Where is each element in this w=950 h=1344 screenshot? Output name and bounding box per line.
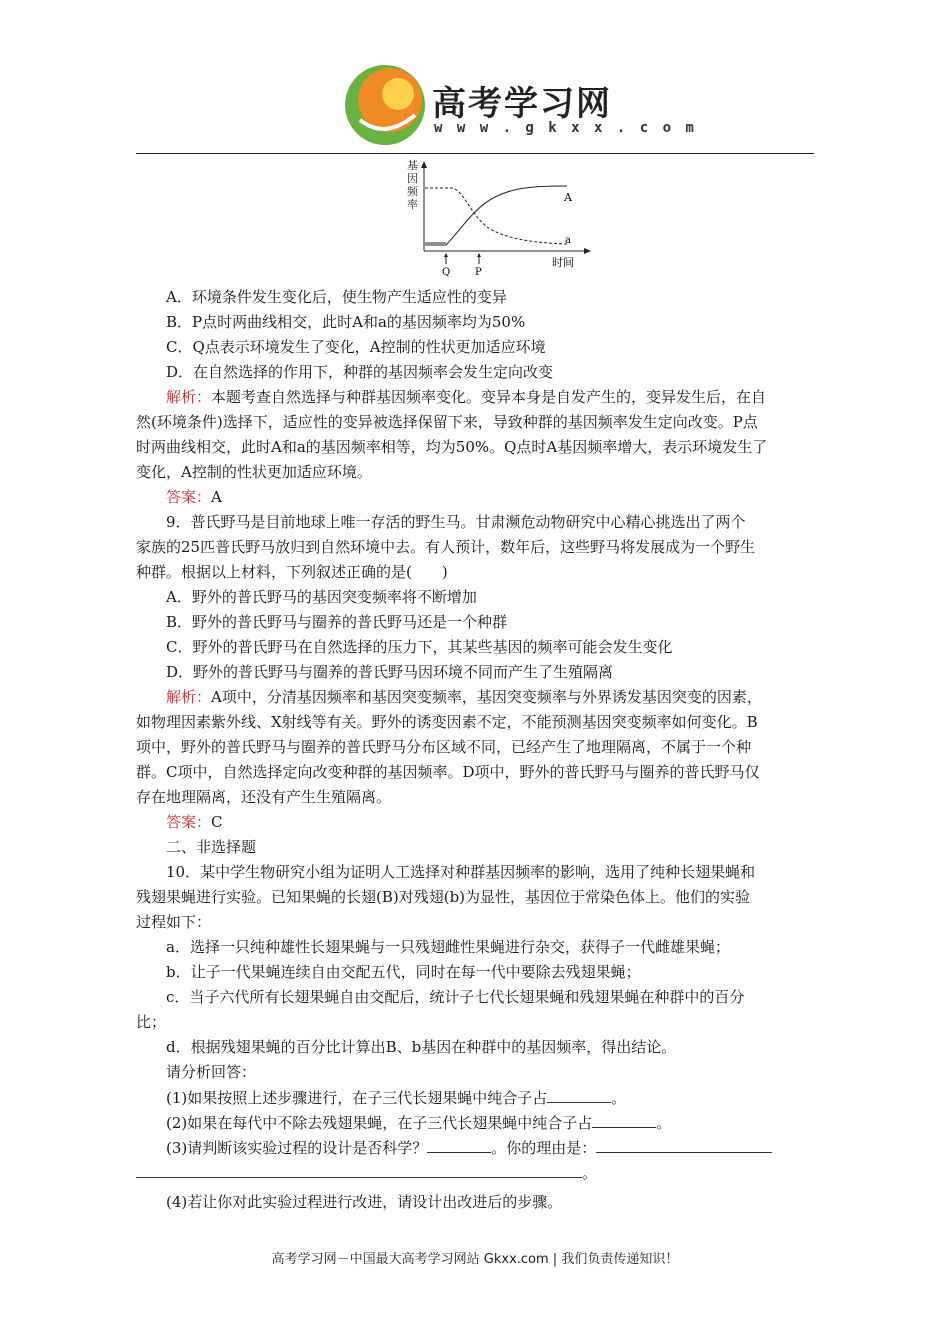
curve-A bbox=[425, 186, 567, 245]
q9-stem-line: 9．普氏野马是目前地球上唯一存活的野生马。甘肃濒危动物研究中心精心挑选出了两个 bbox=[166, 513, 746, 531]
q10-sub2: (2)如果在每代中不除去残翅果蝇，在子三代长翅果蝇中纯合子占 。 bbox=[166, 1114, 672, 1132]
marker-P: P bbox=[475, 267, 482, 278]
q8-option-d: D．在自然选择的作用下，种群的基因频率会发生定向改变 bbox=[166, 363, 554, 381]
curve-a-label: a bbox=[565, 235, 571, 246]
curve-A-label: A bbox=[564, 191, 572, 204]
figure-ylabel bbox=[407, 158, 419, 211]
page-footer: 高考学习网－中国最大高考学习网站 Gkxx.com | 我们负责传递知识！ bbox=[271, 1252, 679, 1267]
answer-blank[interactable] bbox=[136, 1162, 582, 1178]
q10-sub1: (1)如果按照上述步骤进行，在子三代长翅果蝇中纯合子占 。 bbox=[166, 1089, 627, 1107]
q9-stem-line: 种群。根据以上材料，下列叙述正确的是( ) bbox=[136, 563, 448, 581]
analysis-label: 解析： bbox=[166, 388, 212, 406]
q10-stem-line: 10．某中学生物研究小组为证明人工选择对种群基因频率的影响，选用了纯种长翅果蝇和 bbox=[166, 863, 756, 881]
q10-step-b: b．让子一代果蝇连续自由交配五代，同时在每一代中要除去残翅果蝇； bbox=[166, 963, 641, 981]
q9-analysis-line: 项中，野外的普氏野马与圈养的普氏野马分布区域不同，已经产生了地理隔离，不属于一个种 bbox=[136, 738, 752, 756]
ylabel-char: 率 bbox=[407, 198, 418, 211]
answer-label: 答案： bbox=[166, 488, 212, 506]
q10-step-c-cont: 比； bbox=[136, 1013, 167, 1031]
q9-analysis-line: 存在地理隔离，还没有产生生殖隔离。 bbox=[136, 788, 392, 806]
y-axis-arrow bbox=[421, 161, 427, 168]
q8-analysis-line: 解析：本题考查自然选择与种群基因频率变化。变异本身是自发产生的，变异发生后，在自 bbox=[166, 388, 767, 406]
q9-analysis-line: 如物理因素紫外线、X射线等有关。野外的诱变因素不定，不能预测基因突变频率如何变化。B bbox=[136, 713, 758, 731]
q8-analysis-line: 变化，A控制的性状更加适应环境。 bbox=[136, 463, 372, 481]
q8-option-b: B．P点时两曲线相交，此时A和a的基因频率均为50% bbox=[166, 313, 526, 331]
logo-title: 高考学习网 bbox=[432, 84, 612, 124]
q8-option-a: A．环境条件发生变化后，使生物产生适应性的变异 bbox=[166, 288, 507, 306]
marker-Q: Q bbox=[442, 267, 451, 278]
section-title: 二、非选择题 bbox=[166, 838, 257, 856]
q10-sub3: (3)请判断该实验过程的设计是否科学？ 。你的理由是： bbox=[166, 1137, 772, 1158]
q9-analysis-line: 解析：A项中，分清基因频率和基因突变频率，基因突变频率与外界诱发基因突变的因素， bbox=[166, 688, 762, 706]
q8-analysis-line: 时两曲线相交，此时A和a的基因频率相等，均为50%。Q点时A基因频率增大，表示环境发生了 bbox=[136, 438, 768, 456]
ylabel-char: 频 bbox=[407, 185, 418, 198]
header-divider bbox=[136, 153, 814, 154]
q9-answer: 答案：C bbox=[166, 813, 223, 831]
q8-option-c: C．Q点表示环境发生了变化，A控制的性状更加适应环境 bbox=[166, 338, 546, 356]
ylabel-char: 基 bbox=[407, 159, 418, 172]
q9-option-c: C．野外的普氏野马在自然选择的压力下，其某些基因的频率可能会发生变化 bbox=[166, 638, 673, 656]
q10-sub4: (4)若让你对此实验过程进行改进，请设计出改进后的步骤。 bbox=[166, 1193, 563, 1211]
ylabel-char: 因 bbox=[407, 172, 418, 185]
page-header bbox=[0, 0, 950, 160]
q10-step-d: d．根据残翅果蝇的百分比计算出B、b基因在种群中的基因频率，得出结论。 bbox=[166, 1038, 677, 1056]
logo-url: w w w . g k x x . c o m bbox=[434, 120, 697, 136]
answer-blank[interactable] bbox=[547, 1087, 611, 1103]
q9-analysis-line: 群。C项中，自然选择定向改变种群的基因频率。D项中，野外的普氏野马与圈养的普氏野马仅 bbox=[136, 763, 760, 781]
x-axis-arrow bbox=[584, 248, 591, 254]
gene-frequency-figure bbox=[395, 155, 595, 280]
q10-step-a: a．选择一只纯种雄性长翅果蝇与一只残翅雌性果蝇进行杂交，获得子一代雌雄果蝇； bbox=[166, 938, 730, 956]
q8-analysis-line: 然(环境条件)选择下，适应性的变异被选择保留下来，导致种群的基因频率发生定向改变。P点 bbox=[136, 413, 758, 431]
q10-prompt: 请分析回答： bbox=[166, 1063, 257, 1081]
q9-option-d: D．野外的普氏野马与圈养的普氏野马因环境不同而产生了生殖隔离 bbox=[166, 663, 614, 681]
q10-step-c: c．当子六代所有长翅果蝇自由交配后，统计子七代长翅果蝇和残翅果蝇在种群中的百分 bbox=[166, 988, 745, 1006]
q10-stem-line: 过程如下： bbox=[136, 913, 212, 931]
q9-option-b: B．野外的普氏野马与圈养的普氏野马还是一个种群 bbox=[166, 613, 508, 631]
analysis-label: 解析： bbox=[166, 688, 212, 706]
gkxx-logo-icon bbox=[340, 60, 430, 150]
x-axis-label: 时间 bbox=[552, 256, 574, 269]
answer-blank[interactable] bbox=[596, 1137, 772, 1153]
q10-stem-line: 残翅果蝇进行实验。已知果蝇的长翅(B)对残翅(b)为显性，基因位于常染色体上。他们的实验 bbox=[136, 888, 751, 906]
q10-sub3-cont: 。 bbox=[136, 1162, 597, 1183]
answer-blank[interactable] bbox=[427, 1137, 491, 1153]
answer-blank[interactable] bbox=[592, 1112, 656, 1128]
q9-option-a: A．野外的普氏野马的基因突变频率将不断增加 bbox=[166, 588, 477, 606]
answer-label: 答案： bbox=[166, 813, 212, 831]
q8-answer: 答案：A bbox=[166, 488, 222, 506]
q9-stem-line: 家族的25匹普氏野马放归到自然环境中去。有人预计，数年后，这些野马将发展成为一个野生 bbox=[136, 538, 756, 556]
